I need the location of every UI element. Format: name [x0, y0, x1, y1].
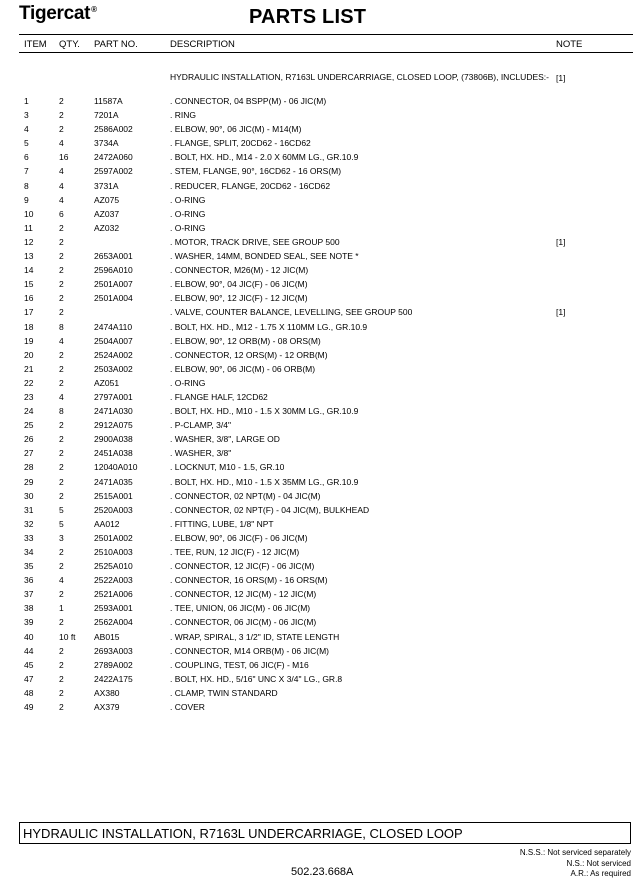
row-description: . CLAMP, TWIN STANDARD	[170, 687, 278, 698]
table-row	[0, 420, 644, 434]
row-description: . O-RING	[170, 377, 206, 388]
row-part-no: 2789A002	[94, 659, 133, 670]
row-description: . ELBOW, 90°, 06 JIC(F) - 06 JIC(M)	[170, 532, 308, 543]
table-row	[0, 110, 644, 124]
column-header-qty: QTY.	[59, 39, 80, 50]
table-row	[0, 406, 644, 420]
row-part-no: 2471A030	[94, 406, 133, 417]
table-row	[0, 561, 644, 575]
table-row	[0, 547, 644, 561]
row-part-no: 2520A003	[94, 504, 133, 515]
row-qty: 16	[59, 152, 69, 163]
table-row	[0, 209, 644, 223]
row-qty: 2	[59, 110, 64, 121]
table-row	[0, 166, 644, 180]
row-description: . FLANGE HALF, 12CD62	[170, 391, 268, 402]
table-row	[0, 350, 644, 364]
row-qty: 2	[59, 307, 64, 318]
row-description: . COVER	[170, 702, 205, 713]
table-row	[0, 477, 644, 491]
legend-ns: N.S.: Not serviced	[566, 858, 631, 868]
row-description: . CONNECTOR, 04 BSPP(M) - 06 JIC(M)	[170, 96, 327, 106]
row-description: . TEE, UNION, 06 JIC(M) - 06 JIC(M)	[170, 603, 311, 614]
row-qty: 2	[59, 265, 64, 276]
row-item: 10	[24, 208, 34, 219]
table-row	[0, 688, 644, 702]
row-description: . CONNECTOR, M14 ORB(M) - 06 JIC(M)	[170, 645, 329, 656]
row-qty: 6	[59, 208, 64, 219]
row-description: . O-RING	[170, 194, 206, 205]
row-item: 48	[24, 687, 34, 698]
row-item: 45	[24, 659, 34, 670]
table-row	[0, 617, 644, 631]
row-part-no: 2522A003	[94, 575, 133, 586]
row-description: . WASHER, 14MM, BONDED SEAL, SEE NOTE *	[170, 251, 359, 262]
header-rule-bottom	[19, 52, 633, 53]
row-part-no: 2515A001	[94, 490, 133, 501]
brand-name: Tigercat	[19, 3, 91, 24]
row-item: 22	[24, 377, 34, 388]
row-qty: 2	[59, 659, 64, 670]
row-description: . O-RING	[170, 208, 206, 219]
row-part-no: 2524A002	[94, 349, 133, 360]
row-qty: 2	[59, 673, 64, 684]
row-description: . CONNECTOR, 06 JIC(M) - 06 JIC(M)	[170, 617, 317, 628]
table-row	[0, 674, 644, 688]
row-item: 19	[24, 335, 34, 346]
row-item: 38	[24, 603, 34, 614]
row-qty: 2	[59, 687, 64, 698]
row-qty: 2	[59, 251, 64, 262]
row-qty: 2	[59, 490, 64, 501]
header-rule-top	[19, 34, 633, 35]
row-description: . VALVE, COUNTER BALANCE, LEVELLING, SEE GROUP 500	[170, 307, 413, 318]
row-description: . BOLT, HX. HD., M14 - 2.0 X 60MM LG., GR.10.9	[170, 152, 359, 163]
row-qty: 4	[59, 166, 64, 177]
assembly-note: [1]	[556, 73, 566, 83]
row-part-no: AX380	[94, 687, 120, 698]
row-description: . STEM, FLANGE, 90°, 16CD62 - 16 ORS(M)	[170, 166, 342, 177]
row-part-no: 2471A035	[94, 476, 133, 487]
table-row	[0, 632, 644, 646]
row-part-no: 2422A175	[94, 673, 133, 684]
row-description: . CONNECTOR, 12 JIC(M) - 12 JIC(M)	[170, 589, 317, 600]
row-description: . MOTOR, TRACK DRIVE, SEE GROUP 500	[170, 236, 340, 247]
row-part-no: 2797A001	[94, 391, 133, 402]
row-description: . RING	[170, 110, 196, 121]
row-qty: 2	[59, 476, 64, 487]
column-header-item: ITEM	[24, 39, 47, 50]
row-item: 31	[24, 504, 34, 515]
row-qty: 5	[59, 504, 64, 515]
row-part-no: 3731A	[94, 180, 119, 191]
row-part-no: 11587A	[94, 96, 123, 106]
row-note: [1]	[556, 307, 566, 318]
row-description: . ELBOW, 90°, 12 ORB(M) - 08 ORS(M)	[170, 335, 321, 346]
table-row	[0, 603, 644, 617]
table-row	[0, 195, 644, 209]
row-description: . REDUCER, FLANGE, 20CD62 - 16CD62	[170, 180, 331, 191]
table-row	[0, 491, 644, 505]
row-description: . O-RING	[170, 222, 206, 233]
row-part-no: AZ032	[94, 222, 120, 233]
row-description: . COUPLING, TEST, 06 JIC(F) - M16	[170, 659, 309, 670]
row-description: . CONNECTOR, M26(M) - 12 JIC(M)	[170, 265, 309, 276]
row-item: 8	[24, 180, 29, 191]
row-part-no: AZ075	[94, 194, 120, 205]
table-row	[0, 364, 644, 378]
row-part-no: 2521A006	[94, 589, 133, 600]
footer-title-box	[19, 822, 631, 844]
row-qty: 2	[59, 222, 64, 233]
row-item: 16	[24, 293, 34, 304]
row-item: 12	[24, 236, 34, 247]
table-row	[0, 251, 644, 265]
legend-nss: N.S.S.: Not serviced separately	[519, 848, 631, 857]
table-row	[0, 589, 644, 603]
row-description: . WRAP, SPIRAL, 3 1/2" ID, STATE LENGTH	[170, 631, 340, 642]
row-qty: 8	[59, 406, 64, 417]
brand-logo	[19, 3, 97, 25]
row-part-no: 2586A002	[94, 124, 133, 135]
row-qty: 1	[59, 603, 64, 614]
table-row	[0, 322, 644, 336]
row-qty: 2	[59, 124, 64, 135]
row-part-no: 2501A002	[94, 532, 133, 543]
footer-title: HYDRAULIC INSTALLATION, R7163L UNDERCARRIAGE, CLOSED LOOP	[23, 826, 463, 841]
row-qty: 10 ft	[59, 631, 76, 642]
assembly-description: HYDRAULIC INSTALLATION, R7163L UNDERCARRIAGE, CLOSED LOOP, (73806B), INCLUDES:-	[170, 72, 549, 82]
row-qty: 2	[59, 589, 64, 600]
row-item: 29	[24, 476, 34, 487]
row-qty: 2	[59, 448, 64, 459]
row-item: 27	[24, 448, 34, 459]
row-item: 4	[24, 124, 29, 135]
row-qty: 2	[59, 279, 64, 290]
table-row	[0, 223, 644, 237]
row-qty: 2	[59, 645, 64, 656]
row-item: 26	[24, 434, 34, 445]
row-description: . BOLT, HX. HD., M10 - 1.5 X 35MM LG., GR.10.9	[170, 476, 359, 487]
row-description: . FITTING, LUBE, 1/8" NPT	[170, 518, 274, 529]
legend-ar: A.R.: As required	[570, 869, 631, 878]
row-part-no: 2451A038	[94, 448, 133, 459]
row-description: . LOCKNUT, M10 - 1.5, GR.10	[170, 462, 285, 473]
table-row	[0, 237, 644, 251]
table-row	[0, 336, 644, 350]
row-item: 36	[24, 575, 34, 586]
row-description: . ELBOW, 90°, 12 JIC(F) - 12 JIC(M)	[170, 293, 308, 304]
parts-table	[0, 96, 644, 716]
row-part-no: AZ051	[94, 377, 120, 388]
row-qty: 2	[59, 561, 64, 572]
row-part-no: 2525A010	[94, 561, 133, 572]
row-qty: 4	[59, 391, 64, 402]
row-item: 17	[24, 307, 34, 318]
column-header-description: DESCRIPTION	[170, 39, 235, 50]
row-part-no: 2501A004	[94, 293, 133, 304]
row-part-no: 2472A060	[94, 152, 133, 163]
row-qty: 4	[59, 335, 64, 346]
table-row	[0, 265, 644, 279]
row-qty: 2	[59, 434, 64, 445]
row-part-no: AZ037	[94, 208, 120, 219]
row-item: 20	[24, 349, 34, 360]
document-number: 502.23.668A	[291, 866, 354, 878]
row-qty: 2	[59, 349, 64, 360]
row-description: . ELBOW, 90°, 04 JIC(F) - 06 JIC(M)	[170, 279, 308, 290]
row-item: 21	[24, 363, 34, 374]
row-part-no: 2653A001	[94, 251, 133, 262]
row-item: 32	[24, 518, 34, 529]
row-item: 28	[24, 462, 34, 473]
row-item: 34	[24, 547, 34, 557]
row-qty: 4	[59, 138, 64, 149]
table-row	[0, 505, 644, 519]
row-part-no: AA012	[94, 518, 120, 529]
table-row	[0, 279, 644, 293]
table-row	[0, 575, 644, 589]
row-item: 15	[24, 279, 34, 290]
row-part-no: 2596A010	[94, 265, 133, 276]
row-item: 44	[24, 645, 34, 656]
row-item: 7	[24, 166, 29, 177]
row-item: 49	[24, 702, 34, 713]
row-item: 14	[24, 265, 34, 276]
row-description: . P-CLAMP, 3/4"	[170, 420, 231, 431]
row-part-no: AB015	[94, 631, 120, 642]
table-row	[0, 533, 644, 547]
row-qty: 8	[59, 321, 64, 332]
row-item: 33	[24, 532, 34, 543]
row-qty: 3	[59, 532, 64, 543]
row-qty: 4	[59, 180, 64, 191]
row-item: 39	[24, 617, 34, 628]
table-row	[0, 702, 644, 716]
table-row	[0, 660, 644, 674]
row-part-no: 2597A002	[94, 166, 133, 177]
row-item: 40	[24, 631, 34, 642]
row-item: 24	[24, 406, 34, 417]
table-row	[0, 152, 644, 166]
row-description: . WASHER, 3/8"	[170, 448, 232, 459]
row-description: . BOLT, HX. HD., 5/16" UNC X 3/4" LG., GR.8	[170, 673, 343, 684]
table-row	[0, 646, 644, 660]
page-title: PARTS LIST	[249, 6, 367, 28]
row-item: 13	[24, 251, 34, 262]
registered-mark: ®	[91, 5, 97, 14]
table-row	[0, 462, 644, 476]
row-description: . CONNECTOR, 02 NPT(F) - 04 JIC(M), BULKHEAD	[170, 504, 370, 515]
row-item: 1	[24, 96, 29, 106]
row-qty: 2	[59, 547, 64, 557]
table-row	[0, 378, 644, 392]
row-description: . CONNECTOR, 12 JIC(F) - 06 JIC(M)	[170, 561, 315, 572]
column-header-part-no: PART NO.	[94, 39, 138, 50]
table-row	[0, 96, 644, 110]
row-qty: 4	[59, 194, 64, 205]
row-part-no: 3734A	[94, 138, 119, 149]
row-item: 3	[24, 110, 29, 121]
table-row	[0, 124, 644, 138]
table-row	[0, 392, 644, 406]
row-description: . CONNECTOR, 12 ORS(M) - 12 ORB(M)	[170, 349, 328, 360]
row-part-no: 2503A002	[94, 363, 133, 374]
row-qty: 2	[59, 236, 64, 247]
row-item: 35	[24, 561, 34, 572]
table-row	[0, 293, 644, 307]
row-description: . TEE, RUN, 12 JIC(F) - 12 JIC(M)	[170, 547, 300, 557]
row-description: . CONNECTOR, 16 ORS(M) - 16 ORS(M)	[170, 575, 328, 586]
row-part-no: 7201A	[94, 110, 119, 121]
row-item: 47	[24, 673, 34, 684]
row-part-no: 2693A003	[94, 645, 133, 656]
row-description: . ELBOW, 90°, 06 JIC(M) - 06 ORB(M)	[170, 363, 316, 374]
row-part-no: 2562A004	[94, 617, 133, 628]
table-row	[0, 434, 644, 448]
row-item: 6	[24, 152, 29, 163]
column-header-note: NOTE	[556, 39, 583, 50]
row-part-no: 2900A038	[94, 434, 133, 445]
row-part-no: 2593A001	[94, 603, 133, 614]
row-qty: 2	[59, 96, 64, 106]
table-row	[0, 448, 644, 462]
row-item: 11	[24, 222, 33, 233]
row-part-no: 2510A003	[94, 547, 133, 557]
row-item: 5	[24, 138, 29, 149]
row-qty: 5	[59, 518, 64, 529]
row-qty: 2	[59, 377, 64, 388]
legend	[520, 848, 631, 880]
row-part-no: AX379	[94, 702, 120, 713]
row-qty: 2	[59, 462, 64, 473]
row-item: 9	[24, 194, 29, 205]
row-qty: 2	[59, 702, 64, 713]
row-qty: 2	[59, 293, 64, 304]
row-part-no: 2474A110	[94, 321, 133, 332]
row-description: . BOLT, HX. HD., M10 - 1.5 X 30MM LG., GR.10.9	[170, 406, 359, 417]
row-part-no: 2912A075	[94, 420, 133, 431]
row-item: 25	[24, 420, 34, 431]
row-description: . BOLT, HX. HD., M12 - 1.75 X 110MM LG., GR.10.9	[170, 321, 368, 332]
row-description: . FLANGE, SPLIT, 20CD62 - 16CD62	[170, 138, 311, 149]
row-qty: 2	[59, 420, 64, 431]
row-part-no: 2504A007	[94, 335, 133, 346]
row-part-no: 2501A007	[94, 279, 133, 290]
row-qty: 2	[59, 363, 64, 374]
row-description: . CONNECTOR, 02 NPT(M) - 04 JIC(M)	[170, 490, 321, 501]
row-qty: 2	[59, 617, 64, 628]
row-item: 30	[24, 490, 34, 501]
row-item: 18	[24, 321, 34, 332]
table-row	[0, 138, 644, 152]
table-row	[0, 519, 644, 533]
row-item: 23	[24, 391, 34, 402]
table-row	[0, 307, 644, 321]
row-description: . WASHER, 3/8", LARGE OD	[170, 434, 280, 445]
row-note: [1]	[556, 236, 566, 247]
table-row	[0, 181, 644, 195]
row-part-no: 12040A010	[94, 462, 138, 473]
row-description: . ELBOW, 90°, 06 JIC(M) - M14(M)	[170, 124, 302, 135]
row-item: 37	[24, 589, 34, 600]
row-qty: 4	[59, 575, 64, 586]
